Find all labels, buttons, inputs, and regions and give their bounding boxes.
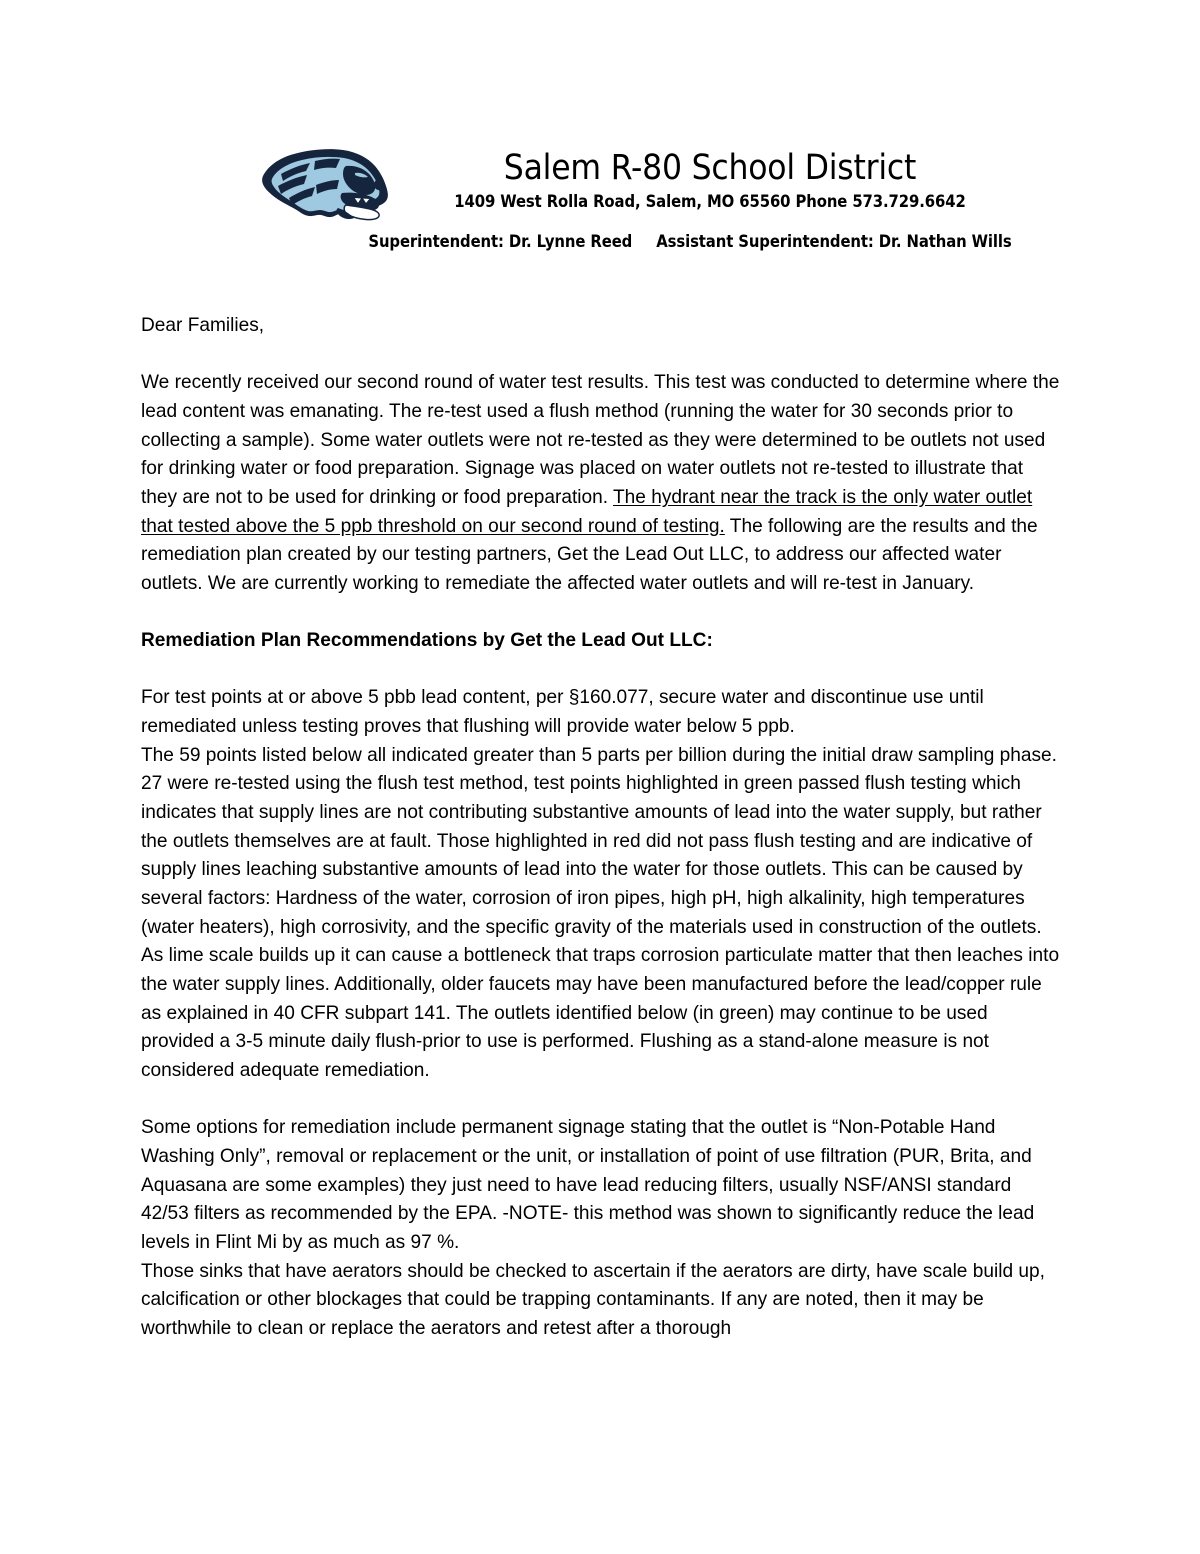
intro-underlined-statement: The hydrant near the track is the only water outlet that tested above the 5 ppb threshold on our second round of testing. <box>141 486 1033 537</box>
letterhead <box>0 138 1200 268</box>
paragraph-test-points: The 59 points listed below all indicated greater than 5 parts per billion during the initial draw sampling phase. 27 were re-tested using the flush test method, test points highlighted in green passed flush testing which indicates that supply lines are not contributing substantive amounts of lead into the water supply, but rather the outlets themselves are at fault. Those highlighted in red did not pass flush testing and are indicative of supply lines leaching substantive amounts of lead into the water for those outlets. This can be caused by several factors: Hardness of the water, corrosion of iron pipes, high pH, high alkalinity, high temperatures (water heaters), high corrosivity, and the specific gravity of the materials used in construction of the outlets. As lime scale builds up it can cause a bottleneck that traps corrosion particulate matter that then leaches into the water supply lines. Additionally, older faucets may have been manufactured before the lead/copper rule as explained in 40 CFR subpart 141. The outlets identified below (in green) may continue to be used provided a 3-5 minute daily flush-prior to use is performed. Flushing as a stand-alone measure is not considered adequate remediation. <box>141 744 1060 1082</box>
intro-text-after-underline: The following are the results and the remediation plan created by our testing partners, Get the Lead Out LLC, to address our affected water outlets. We are currently working to remediate the affected water outlets and will re-test in January. <box>141 515 1038 594</box>
paragraph-remediation-options: Some options for remediation include permanent signage stating that the outlet is “Non-Potable Hand Washing Only”, removal or replacement or the unit, or installation of point of use filtration (PUR, Brita, and Aquasana are some examples) they just need to have lead reducing filters, usually NSF/ANSI standard 42/53 filters as recommended by the EPA. -NOTE- this method was shown to significantly reduce the lead levels in Flint Mi by as much as 97 %. <box>141 1117 1035 1253</box>
district-title: Salem R-80 School District <box>503 148 917 188</box>
salutation: Dear Families, <box>141 315 265 336</box>
paragraph-threshold-rule: For test points at or above 5 pbb lead content, per §160.077, secure water and discontinue use until remediated unless testing proves that flushing will provide water below 5 ppb. <box>141 687 984 738</box>
tiger-head-logo <box>248 143 398 228</box>
paragraph-aerators: Those sinks that have aerators should be checked to ascertain if the aerators are dirty, have scale build up, calcification or other blockages that could be trapping contaminants. If any are noted, then it may be worthwhile to clean or replace the aerators and retest after a thorough <box>141 1260 1045 1339</box>
section-heading-remediation-plan: Remediation Plan Recommendations by Get the Lead Out LLC: <box>141 630 713 652</box>
assistant-superintendent-label: Assistant Superintendent: Dr. Nathan Wills <box>656 232 1012 251</box>
letter-body <box>141 312 1063 1344</box>
intro-text-before-underline: We recently received our second round of water test results. This test was conducted to determine where the lead content was emanating. The re-test used a flush method (running the water for 30 seconds prior to collecting a sample). Some water outlets were not re-tested as they were determined to be outlets not used for drinking water or food preparation. Signage was placed on water outlets not re-tested to illustrate that they are not to be used for drinking or food preparation. <box>141 372 1060 508</box>
superintendent-label: Superintendent: Dr. Lynne Reed <box>368 232 633 251</box>
district-administrators <box>340 232 1040 252</box>
district-address: 1409 West Rolla Road, Salem, MO 65560 Phone 573.729.6642 <box>454 192 966 211</box>
intro-paragraph <box>141 369 1063 598</box>
